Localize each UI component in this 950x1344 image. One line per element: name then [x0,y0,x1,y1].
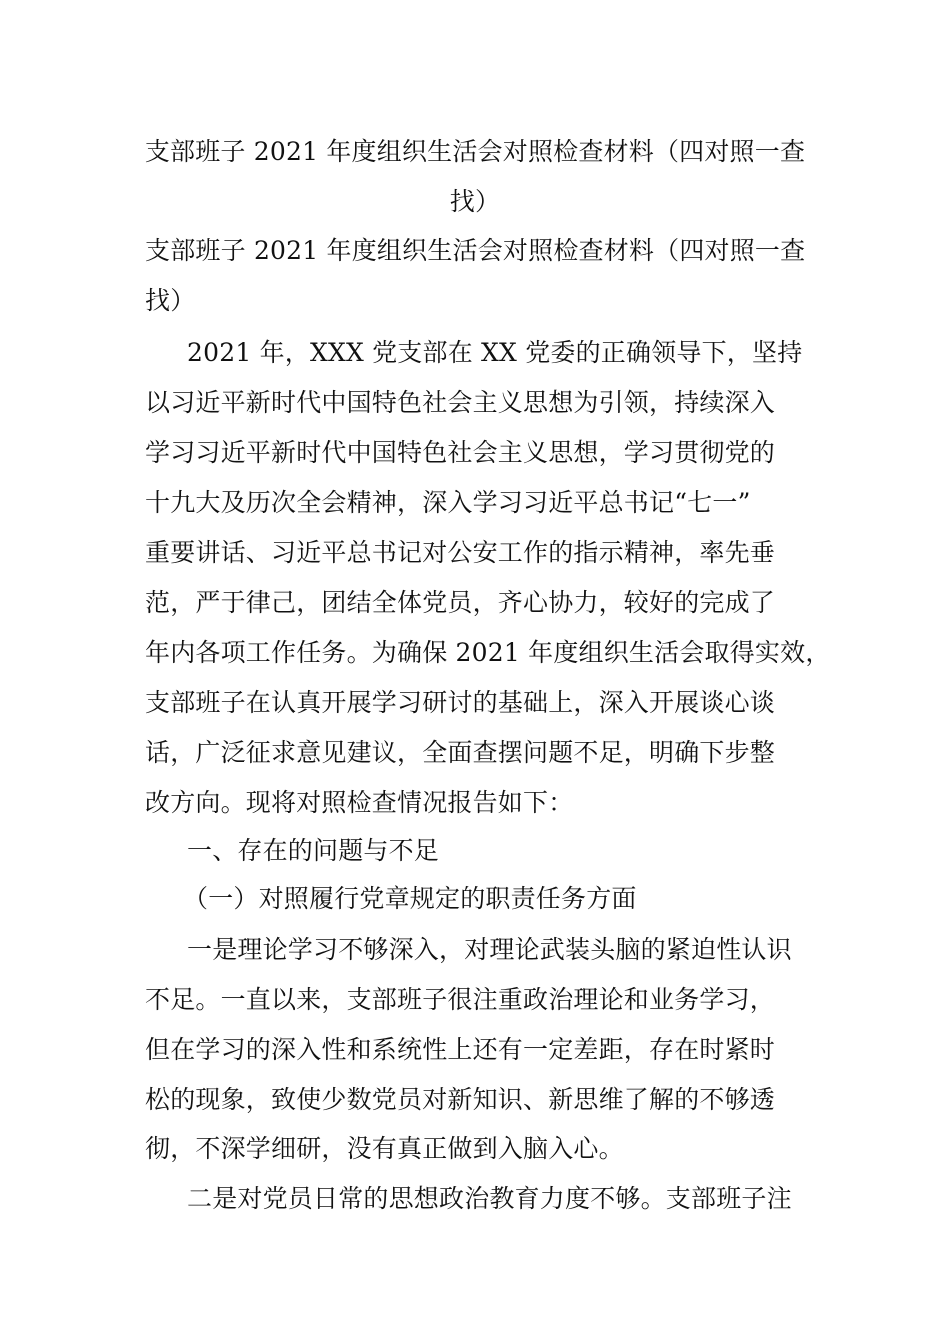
intro-line: 话，广泛征求意见建议，全面查摆问题不足，明确下步整 [145,738,776,767]
intro-line: 以习近平新时代中国特色社会主义思想为引领，持续深入 [145,388,776,417]
document-title-line-1: 支部班子 2021 年度组织生活会对照检查材料（四对照一查 [144,137,806,166]
point-one-line: 但在学习的深入性和系统性上还有一定差距，存在时紧时 [145,1035,776,1064]
intro-line: 学习习近平新时代中国特色社会主义思想，学习贯彻党的 [145,438,776,467]
point-one-line: 一是理论学习不够深入，对理论武装头脑的紧迫性认识 [187,935,792,964]
intro-line: 范，严于律己，团结全体党员，齐心协力，较好的完成了 [145,588,776,617]
intro-line: 十九大及历次全会精神，深入学习习近平总书记“七一” [145,488,751,517]
subsection-heading: （一）对照履行党章规定的职责任务方面 [183,884,637,913]
point-one-line: 不足。一直以来，支部班子很注重政治理论和业务学习， [145,985,776,1014]
point-two-line: 二是对党员日常的思想政治教育力度不够。支部班子注 [187,1184,792,1213]
intro-line: 支部班子在认真开展学习研讨的基础上，深入开展谈心谈 [145,688,776,717]
intro-line: 改方向。现将对照检查情况报告如下： [145,788,574,817]
document-subtitle-line-1: 支部班子 2021 年度组织生活会对照检查材料（四对照一查 [145,236,806,265]
point-one-line: 彻，不深学细研，没有真正做到入脑入心。 [145,1134,624,1163]
document-subtitle-line-2: 找） [145,286,196,315]
section-heading: 一、存在的问题与不足 [187,836,440,865]
intro-line: 年内各项工作任务。为确保 2021 年度组织生活会取得实效， [145,638,831,667]
intro-line: 2021 年，XXX 党支部在 XX 党委的正确领导下，坚持 [187,338,803,367]
intro-line: 重要讲话、习近平总书记对公安工作的指示精神，率先垂 [145,538,776,567]
document-title-line-2: 找） [449,187,501,216]
point-one-line: 松的现象，致使少数党员对新知识、新思维了解的不够透 [145,1085,776,1114]
